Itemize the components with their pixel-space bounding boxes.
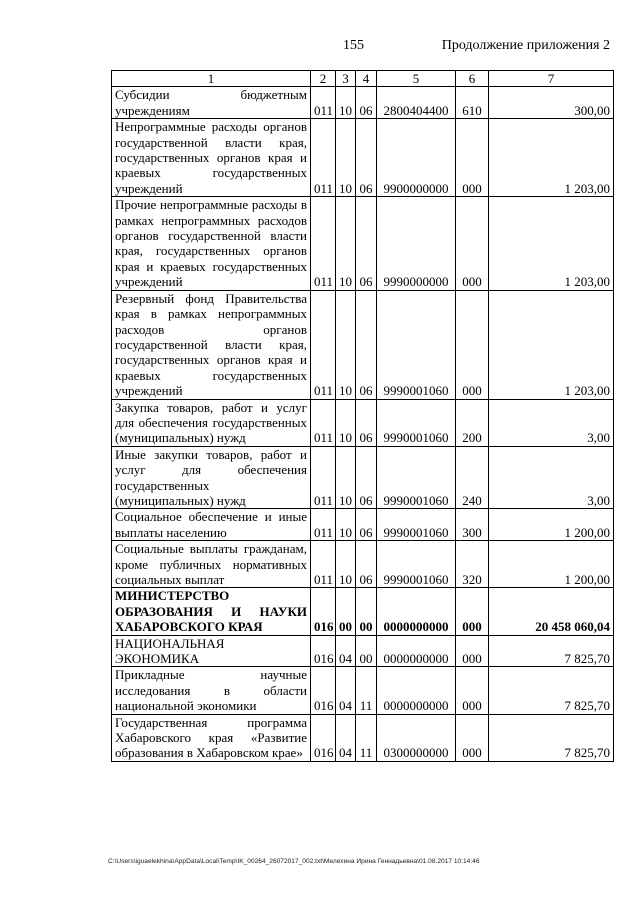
column-number: 7 [489, 71, 614, 87]
table-row [112, 667, 614, 714]
item-name: Непрограммные расходы органов государственной власти края, государственных органов края и краевых государственных учреждений [112, 119, 311, 197]
target-article-code: 9990001060 [377, 446, 456, 509]
section-code: 10 [336, 119, 356, 197]
ministry-code: 016 [311, 588, 336, 635]
target-article-code: 9990001060 [377, 541, 456, 588]
subsection-code: 06 [356, 399, 377, 446]
table-row [112, 509, 614, 541]
table-row [112, 446, 614, 509]
page-number: 155 [343, 38, 364, 53]
target-article-code: 9990000000 [377, 197, 456, 290]
item-name: Прикладные научные исследования в области национальной экономики [112, 667, 311, 714]
table-row [112, 635, 614, 667]
amount: 7 825,70 [489, 635, 614, 667]
section-code: 10 [336, 541, 356, 588]
expense-type-code: 610 [456, 87, 489, 119]
target-article-code: 9990001060 [377, 509, 456, 541]
expense-type-code: 320 [456, 541, 489, 588]
column-number: 5 [377, 71, 456, 87]
ministry-code: 011 [311, 541, 336, 588]
amount: 7 825,70 [489, 667, 614, 714]
amount: 300,00 [489, 87, 614, 119]
subsection-code: 06 [356, 119, 377, 197]
target-article-code: 0300000000 [377, 714, 456, 761]
ministry-code: 011 [311, 119, 336, 197]
column-number: 1 [112, 71, 311, 87]
expense-type-code: 000 [456, 714, 489, 761]
column-number: 4 [356, 71, 377, 87]
column-number-row [112, 71, 614, 87]
expense-type-code: 000 [456, 588, 489, 635]
table-row [112, 714, 614, 761]
ministry-code: 011 [311, 446, 336, 509]
expense-type-code: 000 [456, 667, 489, 714]
target-article-code: 9900000000 [377, 119, 456, 197]
amount: 1 203,00 [489, 119, 614, 197]
subsection-code: 00 [356, 588, 377, 635]
table-row [112, 197, 614, 290]
target-article-code: 9990001060 [377, 399, 456, 446]
subsection-code: 06 [356, 87, 377, 119]
subsection-code: 11 [356, 714, 377, 761]
continuation-label: Продолжение приложения 2 [441, 38, 610, 53]
item-name: Иные закупки товаров, работ и услуг для обеспечения государственных (муниципальных) нужд [112, 446, 311, 509]
amount: 20 458 060,04 [489, 588, 614, 635]
table-body [112, 71, 614, 762]
section-code: 10 [336, 446, 356, 509]
amount: 1 200,00 [489, 509, 614, 541]
table-row [112, 87, 614, 119]
item-name: Социальное обеспечение и иные выплаты населению [112, 509, 311, 541]
section-code: 10 [336, 197, 356, 290]
subsection-code: 06 [356, 290, 377, 399]
target-article-code: 9990001060 [377, 290, 456, 399]
section-code: 04 [336, 667, 356, 714]
ministry-code: 011 [311, 290, 336, 399]
ministry-code: 011 [311, 509, 336, 541]
file-path-footer: C:\Users\iguaelekhina\AppData\Local\Temp\IK_00264_26072017_002.txt\Мелехина Ирина Геннадьевна\01.08.2017 10:14:46 [108, 858, 480, 865]
table-row [112, 290, 614, 399]
item-name: Прочие непрограммные расходы в рамках непрограммных расходов органов государственной власти края, государственных органов края и краевых государственных учреждений [112, 197, 311, 290]
subsection-code: 06 [356, 541, 377, 588]
target-article-code: 0000000000 [377, 635, 456, 667]
expense-type-code: 200 [456, 399, 489, 446]
section-code: 10 [336, 399, 356, 446]
section-code: 04 [336, 714, 356, 761]
amount: 1 200,00 [489, 541, 614, 588]
item-name: Резервный фонд Правительства края в рамках непрограммных расходов органов государственной власти края, государственных органов края и краевых государственных учреждений [112, 290, 311, 399]
subsection-code: 00 [356, 635, 377, 667]
subsection-code: 11 [356, 667, 377, 714]
target-article-code: 0000000000 [377, 667, 456, 714]
item-name: Субсидии бюджетным учреждениям [112, 87, 311, 119]
subsection-code: 06 [356, 197, 377, 290]
amount: 7 825,70 [489, 714, 614, 761]
item-name: НАЦИОНАЛЬНАЯ ЭКОНОМИКА [112, 635, 311, 667]
expense-type-code: 000 [456, 119, 489, 197]
ministry-code: 016 [311, 635, 336, 667]
column-number: 6 [456, 71, 489, 87]
subsection-code: 06 [356, 509, 377, 541]
section-code: 04 [336, 635, 356, 667]
item-name: Закупка товаров, работ и услуг для обеспечения государственных (муниципальных) нужд [112, 399, 311, 446]
column-number: 2 [311, 71, 336, 87]
table-row [112, 541, 614, 588]
amount: 3,00 [489, 446, 614, 509]
table-row [112, 399, 614, 446]
amount: 3,00 [489, 399, 614, 446]
subsection-code: 06 [356, 446, 377, 509]
ministry-code: 016 [311, 667, 336, 714]
expense-type-code: 000 [456, 290, 489, 399]
item-name: Государственная программа Хабаровского края «Развитие образования в Хабаровском крае» [112, 714, 311, 761]
section-code: 10 [336, 290, 356, 399]
item-name: Социальные выплаты гражданам, кроме публичных нормативных социальных выплат [112, 541, 311, 588]
amount: 1 203,00 [489, 197, 614, 290]
section-code: 00 [336, 588, 356, 635]
target-article-code: 2800404400 [377, 87, 456, 119]
expense-type-code: 240 [456, 446, 489, 509]
ministry-code: 011 [311, 399, 336, 446]
expense-type-code: 000 [456, 197, 489, 290]
target-article-code: 0000000000 [377, 588, 456, 635]
ministry-code: 011 [311, 197, 336, 290]
budget-table [111, 70, 614, 762]
amount: 1 203,00 [489, 290, 614, 399]
expense-type-code: 000 [456, 635, 489, 667]
expense-type-code: 300 [456, 509, 489, 541]
item-name: МИНИСТЕРСТВО ОБРАЗОВАНИЯ И НАУКИ ХАБАРОВСКОГО КРАЯ [112, 588, 311, 635]
table-row [112, 588, 614, 635]
section-code: 10 [336, 509, 356, 541]
section-code: 10 [336, 87, 356, 119]
table-row [112, 119, 614, 197]
column-number: 3 [336, 71, 356, 87]
ministry-code: 016 [311, 714, 336, 761]
ministry-code: 011 [311, 87, 336, 119]
